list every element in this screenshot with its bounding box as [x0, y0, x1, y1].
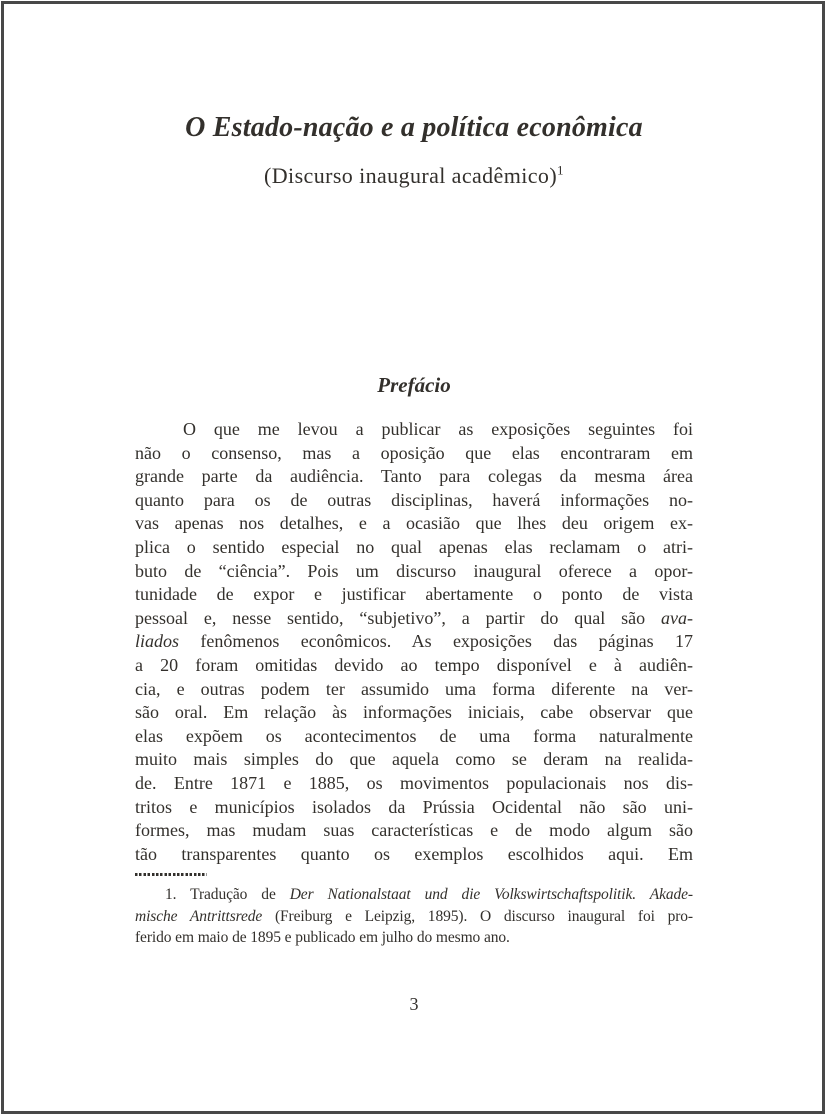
body-text-line	[135, 512, 693, 536]
body-text-line	[135, 465, 693, 489]
section-heading: Prefácio	[377, 373, 451, 397]
text-segment: vas apenas nos detalhes, e a ocasião que lhes deu origem ex-	[135, 513, 693, 534]
footnote-text-line	[135, 927, 693, 949]
text-segment: não o consenso, mas a oposição que elas encontraram em	[135, 442, 693, 463]
body-text-line	[135, 725, 693, 749]
text-segment: tritos e municípios isolados da Prússia Ocidental não são uni-	[135, 796, 693, 817]
body-text-line	[135, 701, 693, 725]
italic-text-segment: mische Antrittsrede	[135, 907, 263, 925]
text-segment: tunidade de expor e justificar abertamente o ponto de vista	[135, 584, 693, 605]
text-segment: O que me levou a publicar as exposições seguintes foi	[183, 419, 693, 439]
italic-text-segment: ava-	[661, 607, 693, 628]
chapter-subtitle-text: (Discurso inaugural acadêmico)	[264, 163, 558, 188]
footnote	[135, 884, 693, 949]
body-text-line	[135, 442, 693, 466]
body-text-line	[135, 583, 693, 607]
text-segment: cia, e outras podem ter assumido uma forma diferente na ver-	[135, 678, 693, 699]
text-segment: grande parte da audiência. Tanto para colegas da mesma área	[135, 466, 693, 487]
body-text-line	[135, 489, 693, 513]
chapter-subtitle	[135, 162, 693, 190]
body-text-line	[135, 772, 693, 796]
footnote-separator-dotted-rule	[135, 873, 207, 876]
page-content	[135, 0, 693, 1015]
text-segment: tão transparentes quanto os exemplos escolhidos aqui. Em	[135, 843, 693, 864]
text-segment: elas expõem os acontecimentos de uma forma naturalmente	[135, 725, 693, 746]
italic-text-segment: Der Nationalstaat und die Volkswirtschaftspolitik. Akade-	[289, 886, 693, 904]
chapter-title: O Estado-nação e a política econômica	[185, 112, 643, 143]
body-text-line	[135, 654, 693, 678]
body-text-line	[135, 418, 693, 442]
body-text-line	[135, 678, 693, 702]
footnote-text-line	[135, 884, 693, 906]
body-text-line	[135, 796, 693, 820]
body-text-line	[135, 536, 693, 560]
body-text-line	[135, 560, 693, 584]
text-segment: são oral. Em relação às informações iniciais, cabe observar que	[135, 702, 693, 723]
text-segment: a 20 foram omitidas devido ao tempo disponível e à audiên-	[135, 654, 693, 675]
body-paragraph	[135, 418, 693, 866]
footnote-reference-marker: 1	[557, 162, 564, 178]
text-segment: quanto para os de outras disciplinas, haverá informações no-	[135, 489, 693, 510]
body-text-line	[135, 843, 693, 867]
body-text-line	[135, 748, 693, 772]
text-segment: muito mais simples do que aquela como se deram na realida-	[135, 749, 693, 770]
text-segment: 1. Tradução de	[165, 886, 290, 904]
footnote-text-line	[135, 906, 693, 928]
italic-text-segment: liados	[135, 631, 180, 652]
text-segment: plica o sentido especial no qual apenas elas reclamam o atri-	[135, 536, 693, 557]
text-segment: de. Entre 1871 e 1885, os movimentos populacionais nos dis-	[135, 772, 693, 793]
text-segment: (Freiburg e Leipzig, 1895). O discurso inaugural foi pro-	[262, 907, 693, 925]
text-segment: pessoal e, nesse sentido, “subjetivo”, a partir do qual são	[135, 607, 662, 628]
text-segment: buto de “ciência”. Pois um discurso inaugural oferece a opor-	[135, 560, 693, 581]
text-segment: fenômenos econômicos. As exposições das páginas 17	[179, 631, 693, 652]
body-text-line	[135, 819, 693, 843]
body-text-line	[135, 630, 693, 654]
text-segment: formes, mas mudam suas características e de modo algum são	[135, 820, 693, 841]
body-text-line	[135, 607, 693, 631]
text-segment: ferido em maio de 1895 e publicado em julho do mesmo ano.	[135, 929, 510, 947]
page-number: 3	[409, 993, 419, 1014]
